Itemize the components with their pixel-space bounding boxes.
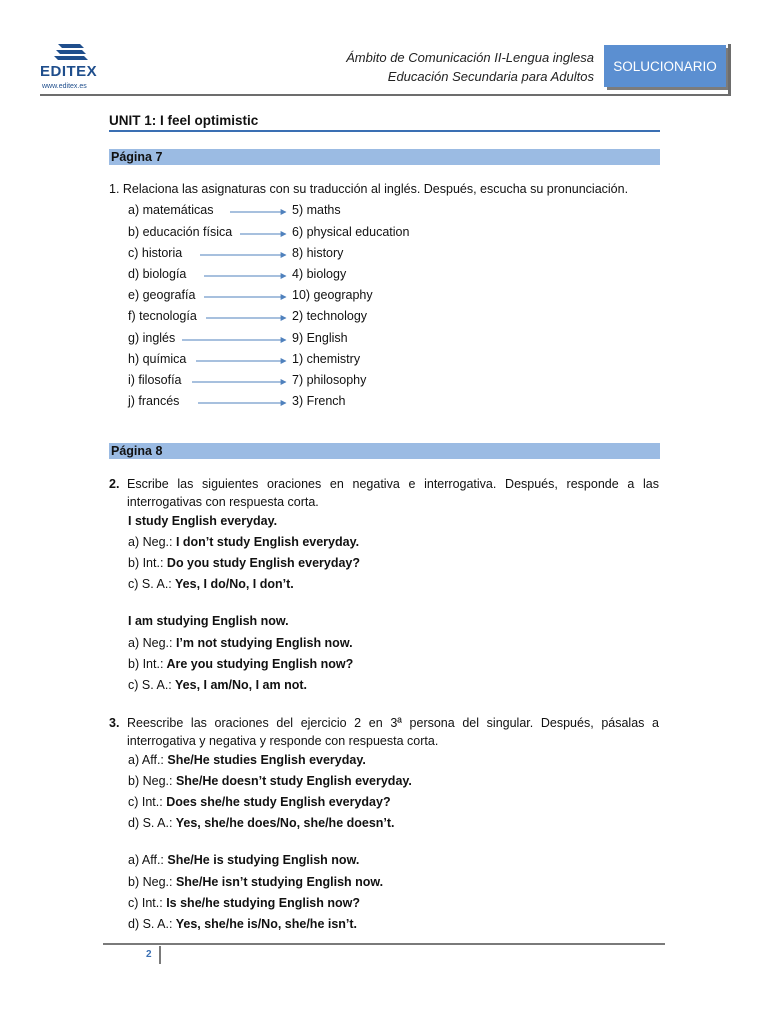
ex1-left-item: h) química — [128, 352, 187, 366]
ex1-left-item: a) matemáticas — [128, 203, 214, 217]
answer-prefix: c) Int.: — [128, 795, 163, 809]
answer-prefix: b) Neg.: — [128, 875, 173, 889]
answer-prefix: b) Int.: — [128, 657, 164, 671]
ex1-right-item: 8) history — [292, 246, 344, 260]
answer-text: I don’t study English everyday. — [172, 535, 360, 549]
answer-prefix: d) S. A.: — [128, 917, 173, 931]
ex3-heading — [109, 714, 659, 750]
answer-prefix: c) S. A.: — [128, 577, 172, 591]
ex2-answer-line — [128, 678, 307, 692]
answer-prefix: a) Aff.: — [128, 753, 164, 767]
answer-text: Yes, she/he does/No, she/he doesn’t. — [172, 816, 395, 830]
ex3-answer-line — [128, 774, 412, 788]
answer-text: She/He studies English everyday. — [163, 753, 366, 767]
ex3-answer-line — [128, 853, 359, 867]
ex2-answer-line — [128, 657, 353, 671]
unit-title-underline — [109, 130, 660, 132]
ex2-sentence-2: I am studying English now. — [128, 614, 289, 628]
ex2-answer-line — [128, 636, 353, 650]
answer-prefix: a) Neg.: — [128, 535, 173, 549]
ex3-answer-line — [128, 896, 360, 910]
ex1-right-item: 4) biology — [292, 267, 347, 281]
header-divider — [40, 94, 730, 96]
answer-prefix: b) Neg.: — [128, 774, 173, 788]
header-title-line2: Educación Secundaria para Adultos — [387, 69, 594, 84]
section-band-pagina-8 — [109, 443, 660, 459]
ex1-right-item: 9) English — [292, 331, 348, 345]
answer-text: Yes, I do/No, I don’t. — [171, 577, 294, 591]
ex1-right-item: 6) physical education — [292, 225, 410, 239]
header-title-line1: Ámbito de Comunicación II-Lengua inglesa — [346, 50, 594, 65]
unit-title: UNIT 1: I feel optimistic — [109, 113, 259, 128]
solucionario-badge: SOLUCIONARIO — [604, 45, 726, 87]
ex1-right-item: 2) technology — [292, 309, 368, 323]
ex3-answer-line — [128, 795, 391, 809]
header-divider-vertical — [728, 44, 731, 96]
answer-text: Yes, she/he is/No, she/he isn’t. — [172, 917, 358, 931]
ex1-right-item: 1) chemistry — [292, 352, 361, 366]
answer-prefix: c) S. A.: — [128, 678, 172, 692]
answer-text: Does she/he study English everyday? — [162, 795, 391, 809]
ex2-answer-line — [128, 577, 294, 591]
footer-divider-vertical — [159, 946, 161, 964]
ex3-heading-text: Reescribe las oraciones del ejercicio 2 en 3ª persona del singular. Después, pásalas a interrogativa y negativa y responde con respuesta corta. — [127, 716, 659, 748]
ex1-left-item: b) educación física — [128, 225, 233, 239]
ex3-answer-line — [128, 917, 357, 931]
answer-text: Is she/he studying English now? — [162, 896, 360, 910]
section-band-pagina-7 — [109, 149, 660, 165]
ex1-left-item: e) geografía — [128, 288, 196, 302]
ex3-answer-line — [128, 875, 383, 889]
ex1-right-item: 5) maths — [292, 203, 341, 217]
section-label: Página 7 — [111, 150, 163, 164]
logo-url: www.editex.es — [42, 83, 87, 90]
header-title — [346, 48, 594, 86]
answer-prefix: d) S. A.: — [128, 816, 173, 830]
ex1-left-item: f) tecnología — [128, 309, 197, 323]
ex2-number: 2. — [109, 477, 120, 491]
ex1-right-item: 10) geography — [292, 288, 373, 302]
answer-text: Yes, I am/No, I am not. — [171, 678, 307, 692]
ex1-right-item: 7) philosophy — [292, 373, 367, 387]
ex1-left-item: i) filosofía — [128, 373, 182, 387]
ex2-heading-text: Escribe las siguientes oraciones en negativa e interrogativa. Después, responde a las interrogativas con respuesta corta. — [127, 477, 659, 509]
ex3-number: 3. — [109, 716, 120, 730]
answer-text: Do you study English everyday? — [163, 556, 361, 570]
ex2-heading — [109, 475, 659, 511]
ex2-sentence-1: I study English everyday. — [128, 514, 278, 528]
ex2-answer-line — [128, 535, 359, 549]
answer-text: She/He is studying English now. — [163, 853, 360, 867]
page-number: 2 — [146, 949, 152, 960]
answer-text: She/He doesn’t study English everyday. — [172, 774, 412, 788]
answer-prefix: b) Int.: — [128, 556, 164, 570]
answer-text: Are you studying English now? — [163, 657, 354, 671]
answer-prefix: a) Neg.: — [128, 636, 173, 650]
section-label: Página 8 — [111, 444, 163, 458]
logo-text: EDITEX — [40, 63, 98, 80]
ex1-heading: 1. Relaciona las asignaturas con su traducción al inglés. Después, escucha su pronunciación. — [109, 182, 629, 196]
answer-prefix: a) Aff.: — [128, 853, 164, 867]
answer-text: She/He isn’t studying English now. — [172, 875, 384, 889]
answer-text: I’m not studying English now. — [172, 636, 353, 650]
ex1-left-item: c) historia — [128, 246, 183, 260]
ex1-left-item: j) francés — [128, 394, 180, 408]
ex2-answer-line — [128, 556, 360, 570]
footer-divider — [103, 943, 665, 945]
ex1-right-item: 3) French — [292, 394, 346, 408]
ex3-answer-line — [128, 816, 395, 830]
ex1-left-item: g) inglés — [128, 331, 176, 345]
ex3-answer-line — [128, 753, 366, 767]
ex1-left-item: d) biología — [128, 267, 187, 281]
answer-prefix: c) Int.: — [128, 896, 163, 910]
